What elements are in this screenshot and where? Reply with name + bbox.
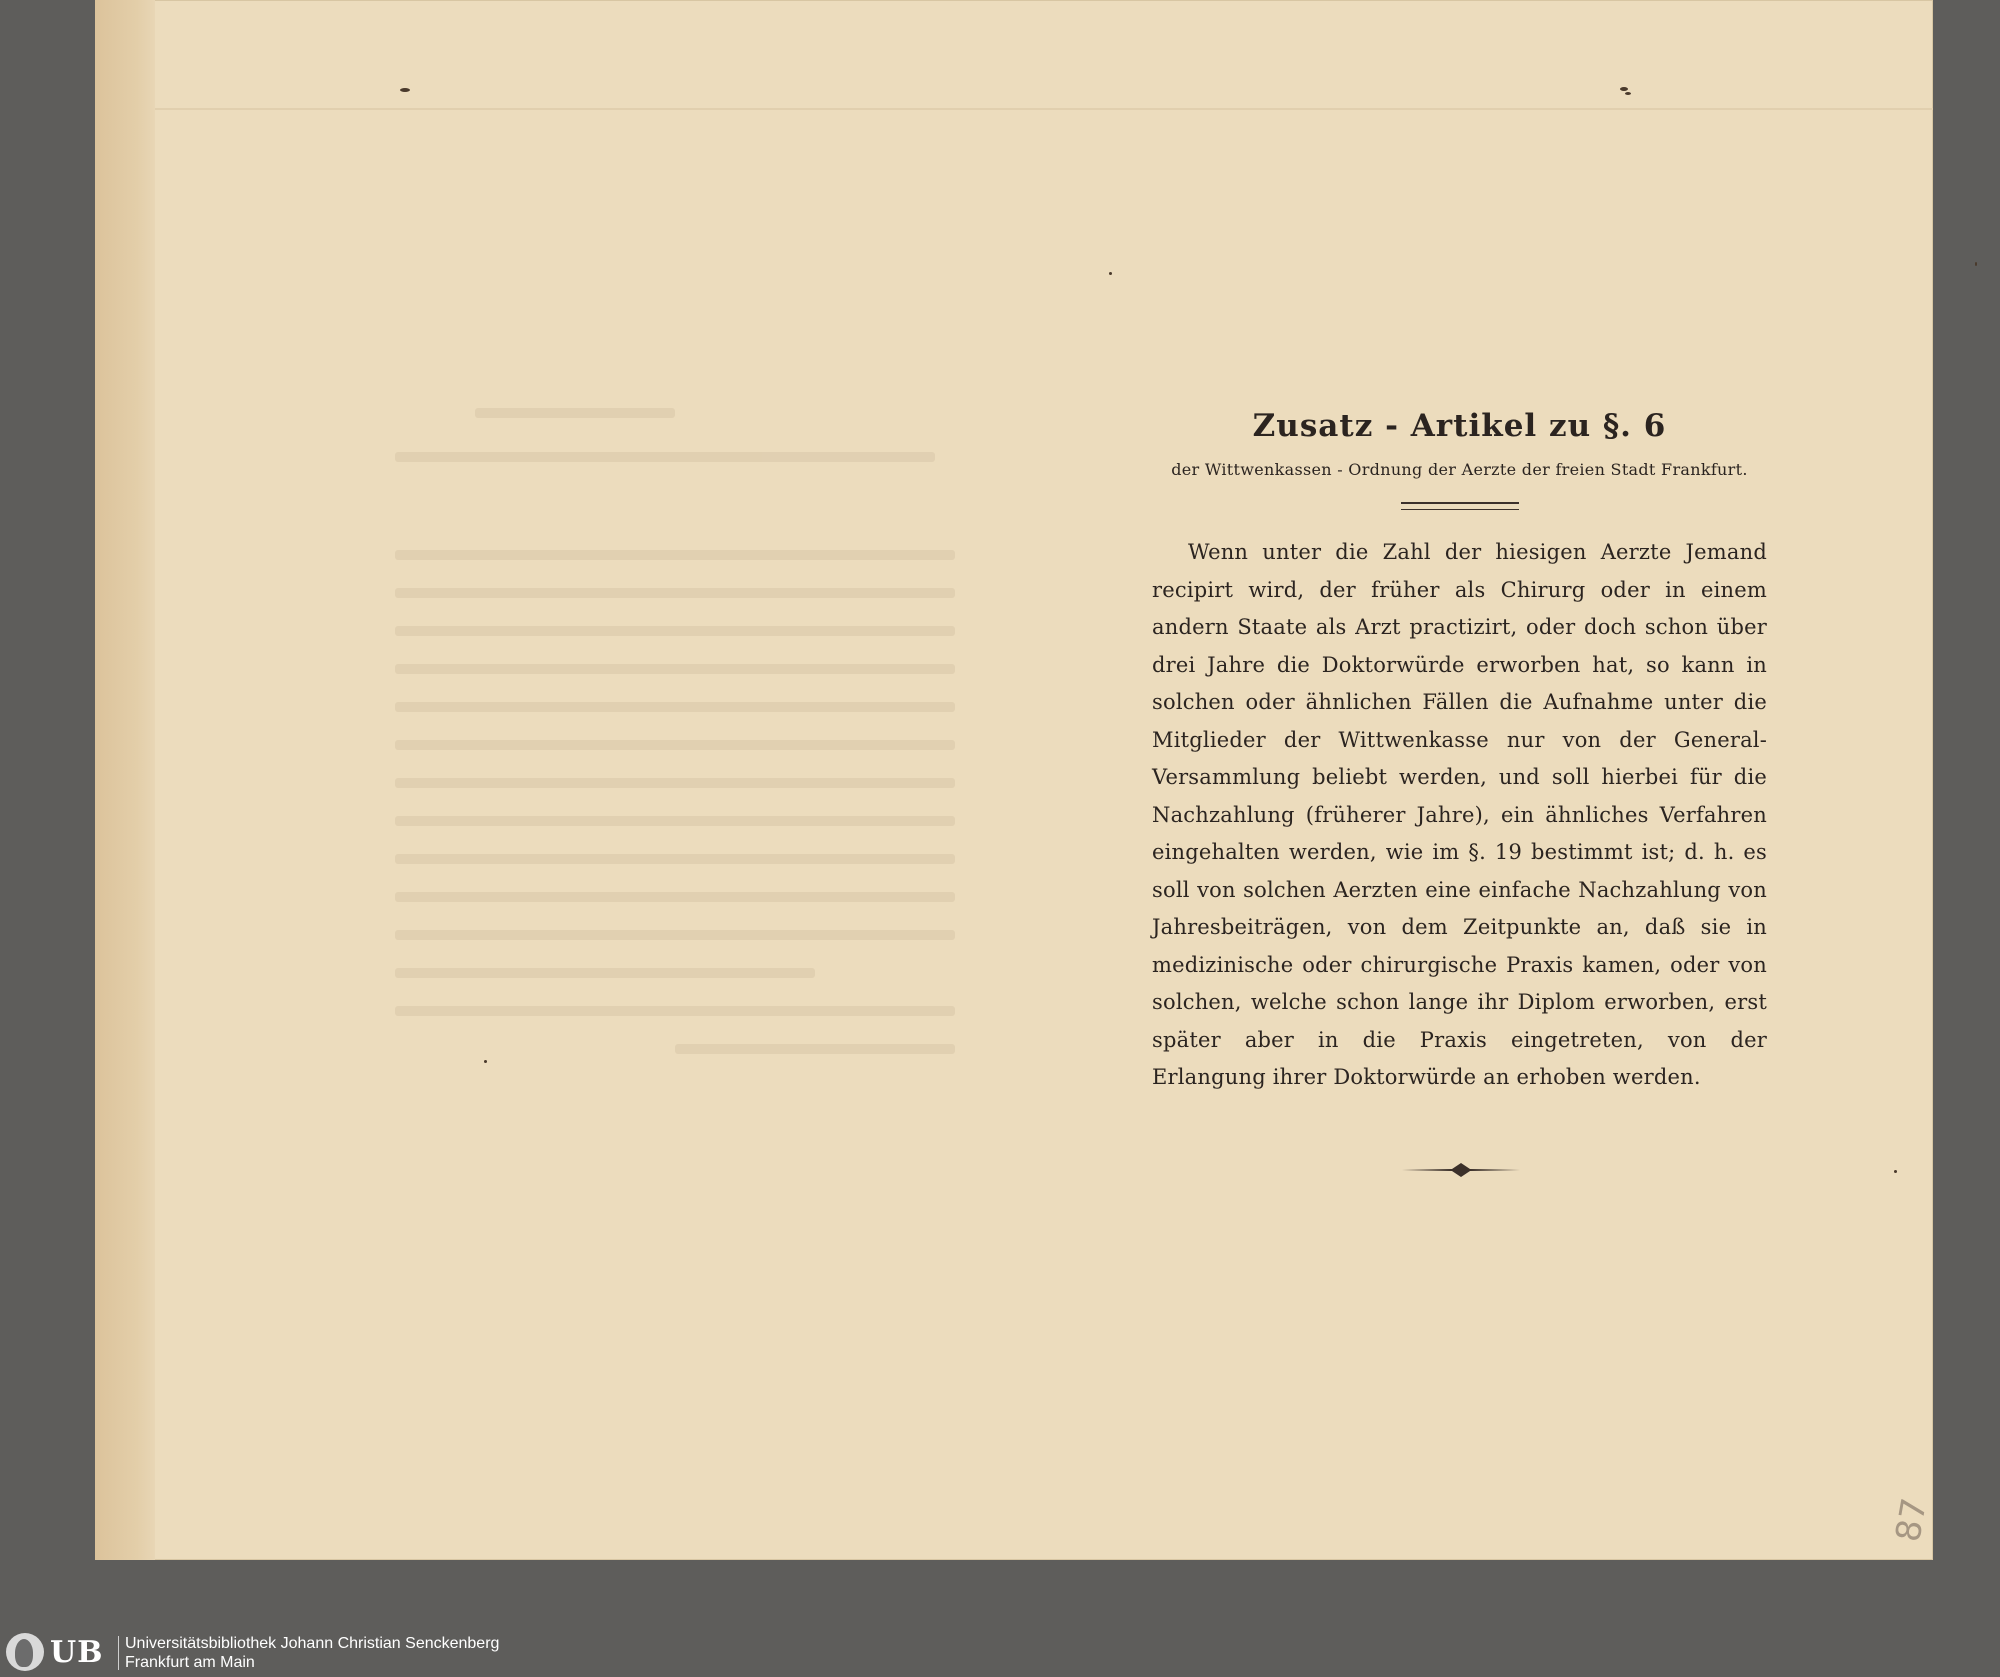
print-speck [400, 88, 410, 92]
print-speck [1620, 87, 1628, 91]
library-logo[interactable] [6, 1632, 116, 1672]
title-divider-rule [1401, 502, 1519, 510]
institution-name: Universitätsbibliothek Johann Christian Senckenberg [125, 1635, 500, 1652]
print-speck [1894, 1170, 1897, 1173]
pencil-page-number: 87 [1888, 1495, 1936, 1545]
institution-location: Frankfurt am Main [125, 1654, 255, 1671]
article-body-text: Wenn unter die Zahl der hiesigen Aerzte Jemand recipirt wird, der früher als Chirurg oder in einem andern Staate als Arzt practizirt, oder doch schon über drei Jahre die Doktorwürde erworben hat, so kann in solchen oder ähnlichen Fällen die Aufnahme unter die Mitglieder der Wittwenkasse nur von der General-Versammlung beliebt werden, und soll hierbei für die Nachzahlung (früherer Jahre), ein ähnliches Verfahren eingehalten werden, wie im §. 19 bestimmt ist; d. h. es soll von solchen Aerzten eine einfache Nachzahlung von Jahresbeiträgen, von dem Zeitpunkte an, daß sie in medizinische oder chirurgische Praxis kamen, oder von solchen, welche schon lange ihr Diplom erworben, erst später aber in die Praxis eingetreten, von der Erlangung ihrer Doktorwürde an erhoben werden. [1152, 540, 1767, 1089]
logo-text: UB [50, 1634, 104, 1670]
footer-bar [0, 1628, 2000, 1677]
show-through-text [395, 400, 995, 1100]
article-subtitle: der Wittwenkassen - Ordnung der Aerzte der freien Stadt Frankfurt. [1171, 460, 1748, 479]
article-title: Zusatz - Artikel zu §. 6 [1252, 408, 1667, 444]
footer-divider [118, 1636, 119, 1670]
footer-institution-text [125, 1634, 499, 1672]
print-speck [1109, 272, 1112, 275]
page-fold-line [155, 108, 1933, 110]
print-speck [1975, 262, 1977, 266]
article-block [1152, 404, 1767, 1118]
portrait-icon [6, 1633, 44, 1671]
end-ornament-icon [1402, 1160, 1520, 1180]
print-speck [1625, 92, 1631, 95]
page-spine-edge [95, 0, 155, 1560]
